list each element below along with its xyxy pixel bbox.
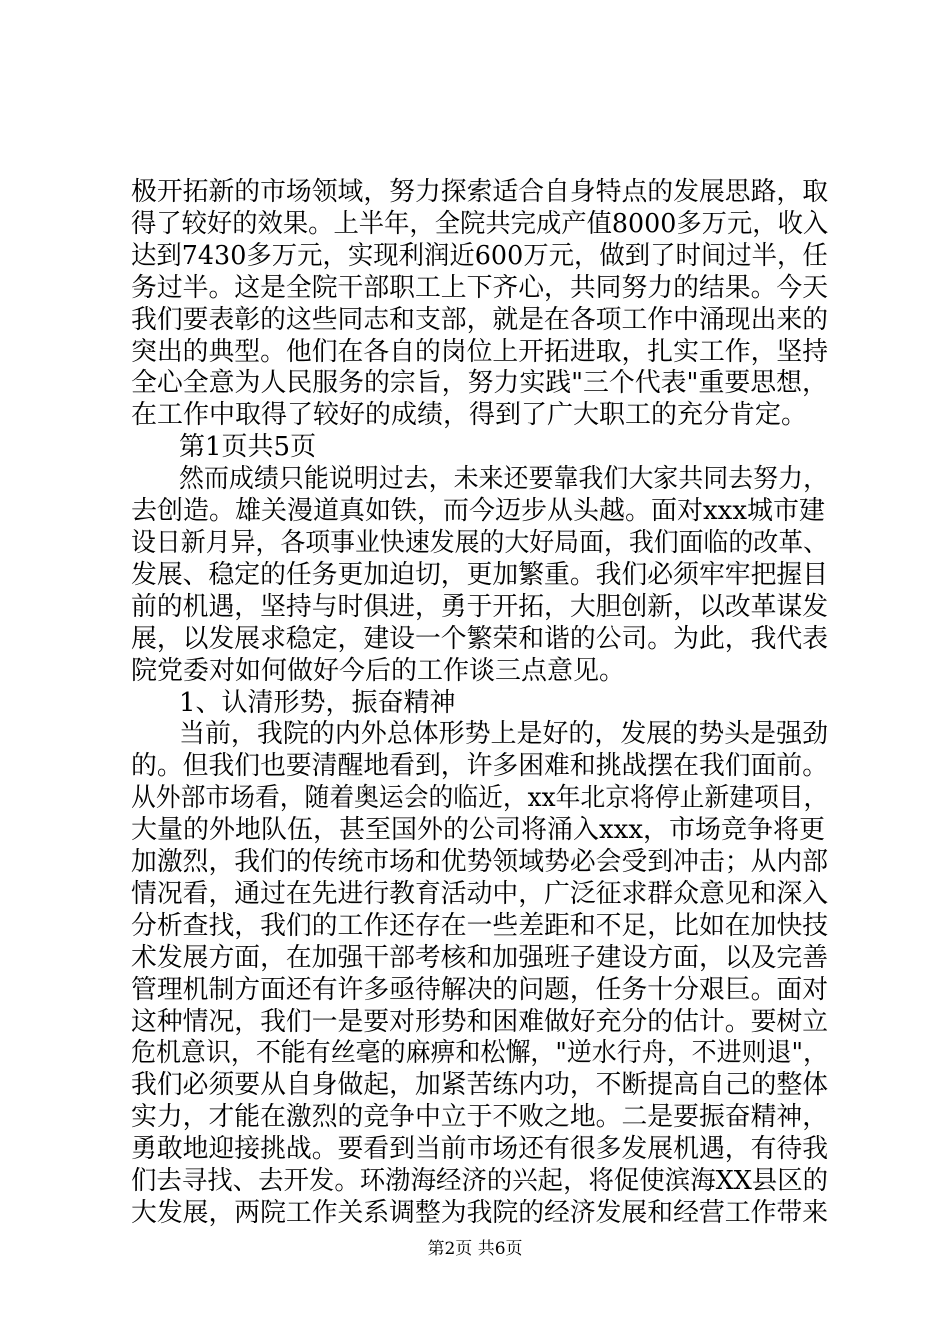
text-line-16: 院党委对如何做好今后的工作谈三点意见。 (131, 655, 626, 686)
text-line-3: 达到7430多万元，实现利润近600万元，做到了时间过半，任 (131, 240, 828, 271)
text-line-18: 当前，我院的内外总体形势上是好的，发展的势头是强劲 (179, 719, 829, 750)
text-line-14: 前的机遇，坚持与时俱进，勇于开拓，大胆创新，以改革谋发 (131, 591, 829, 622)
text-line-29: 我们必须要从自身做起，加紧苦练内功，不断提高自己的整体 (131, 1070, 829, 1101)
page-footer: 第2页 共6页 (427, 1239, 523, 1259)
inline-page-marker: 第1页共5页 (179, 432, 317, 463)
text-line-32: 们去寻找、去开发。环渤海经济的兴起，将促使滨海XX县区的 (131, 1166, 829, 1197)
text-line-6: 突出的典型。他们在各自的岗位上开拓进取，扎实工作，坚持 (131, 336, 829, 367)
text-line-25: 术发展方面，在加强干部考核和加强班子建设方面，以及完善 (131, 942, 829, 973)
text-line-23: 情况看，通过在先进行教育活动中，广泛征求群众意见和深入 (131, 878, 829, 909)
text-line-8: 在工作中取得了较好的成绩，得到了广大职工的充分肯定。 (131, 400, 808, 431)
text-line-13: 发展、稳定的任务更加迫切，更加繁重。我们必须牢牢把握目 (131, 559, 829, 590)
text-line-20: 从外部市场看，随着奥运会的临近，xx年北京将停止新建项目， (131, 783, 829, 814)
text-line-10: 然而成绩只能说明过去，未来还要靠我们大家共同去努力， (179, 464, 829, 495)
text-line-15: 展，以发展求稳定，建设一个繁荣和谐的公司。为此，我代表 (131, 623, 829, 654)
text-line-28: 危机意识，不能有丝毫的麻痹和松懈，"逆水行舟，不进则退"， (131, 1038, 828, 1069)
section-heading: 1、认清形势，振奋精神 (179, 687, 456, 718)
text-line-2: 得了较好的效果。上半年，全院共完成产值8000多万元，收入 (131, 208, 829, 239)
text-line-5: 我们要表彰的这些同志和支部，就是在各项工作中涌现出来的 (131, 304, 829, 335)
text-line-12: 设日新月异，各项事业快速发展的大好局面，我们面临的改革、 (131, 527, 829, 558)
text-line-1: 极开拓新的市场领域，努力探索适合自身特点的发展思路，取 (131, 177, 829, 207)
text-line-24: 分析查找，我们的工作还存在一些差距和不足，比如在加快技 (131, 910, 829, 941)
text-line-22: 加激烈，我们的传统市场和优势领域势必会受到冲击；从内部 (131, 847, 829, 878)
text-line-27: 这种情况，我们一是要对形势和困难做好充分的估计。要树立 (131, 1006, 829, 1037)
text-line-26: 管理机制方面还有许多亟待解决的问题，任务十分艰巨。面对 (131, 974, 829, 1005)
text-line-11: 去创造。雄关漫道真如铁，而今迈步从头越。面对xxx城市建 (131, 496, 825, 527)
text-line-33: 大发展，两院工作关系调整为我院的经济发展和经营工作带来 (131, 1198, 829, 1228)
text-line-4: 务过半。这是全院干部职工上下齐心，共同努力的结果。今天 (131, 272, 829, 303)
text-line-31: 勇敢地迎接挑战。要看到当前市场还有很多发展机遇，有待我 (131, 1134, 829, 1165)
text-line-21: 大量的外地队伍，甚至国外的公司将涌入xxx，市场竞争将更 (131, 815, 825, 846)
text-line-7: 全心全意为人民服务的宗旨，努力实践"三个代表"重要思想， (131, 368, 828, 399)
text-line-19: 的。但我们也要清醒地看到，许多困难和挑战摆在我们面前。 (131, 751, 829, 782)
text-line-30: 实力，才能在激烈的竞争中立于不败之地。二是要振奋精神， (131, 1102, 829, 1133)
